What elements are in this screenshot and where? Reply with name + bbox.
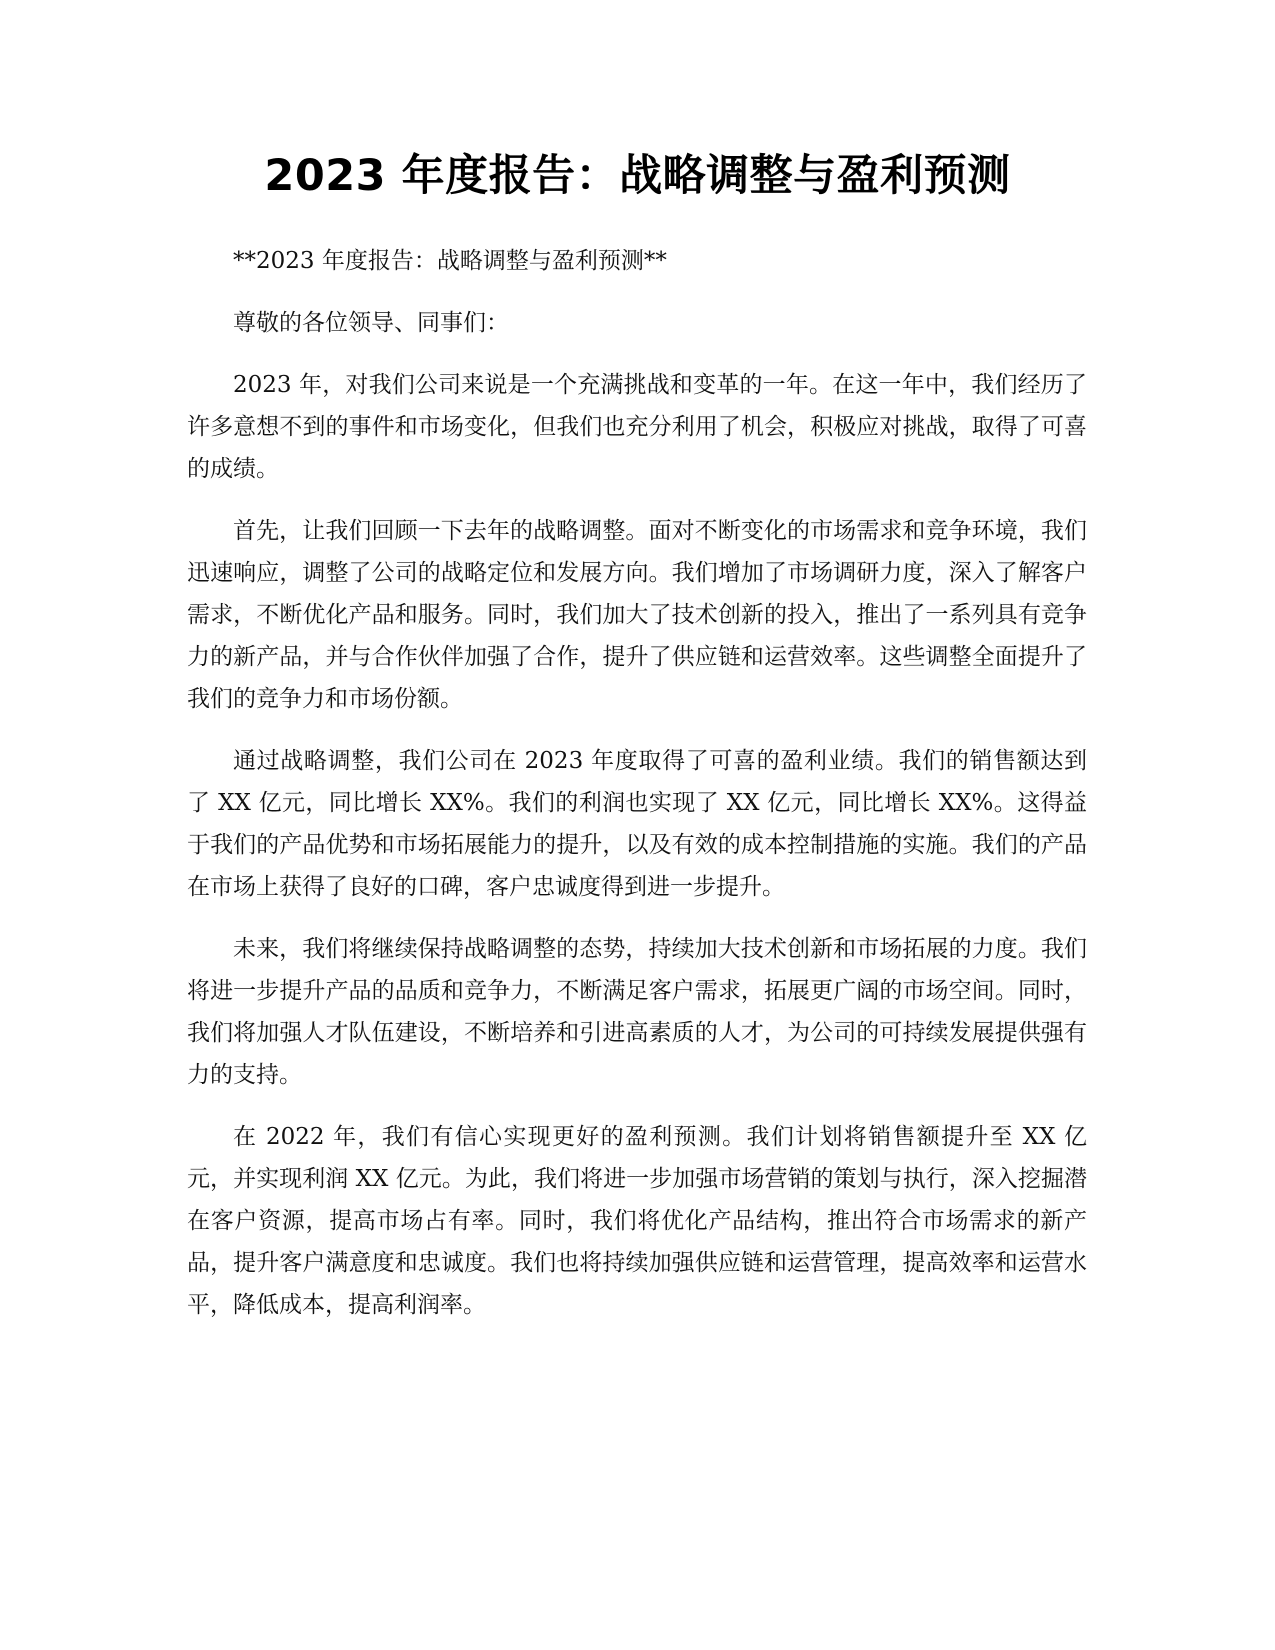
profit-forecast-paragraph: 在 2022 年，我们有信心实现更好的盈利预测。我们计划将销售额提升至 XX 亿元，并实现利润 XX 亿元。为此，我们将进一步加强市场营销的策划与执行，深入挖掘潜在客户资源，提高市场占有率。同时，我们将优化产品结构，推出符合市场需求的新产品，提升客户满意度和忠诚度。我们也将持续加强供应链和运营管理，提高效率和运营水平，降低成本，提高利润率。 xyxy=(187,1124,1087,1318)
heading-paragraph: **2023 年度报告：战略调整与盈利预测** xyxy=(233,248,667,274)
intro-paragraph: 2023 年，对我们公司来说是一个充满挑战和变革的一年。在这一年中，我们经历了许多意想不到的事件和市场变化，但我们也充分利用了机会，积极应对挑战，取得了可喜的成绩。 xyxy=(187,372,1087,482)
document-body xyxy=(187,240,1087,1346)
future-plan-paragraph: 未来，我们将继续保持战略调整的态势，持续加大技术创新和市场拓展的力度。我们将进一步提升产品的品质和竞争力，不断满足客户需求，拓展更广阔的市场空间。同时，我们将加强人才队伍建设，不断培养和引进高素质的人才，为公司的可持续发展提供强有力的支持。 xyxy=(187,936,1087,1088)
salutation-paragraph: 尊敬的各位领导、同事们： xyxy=(233,310,509,336)
strategy-review-paragraph: 首先，让我们回顾一下去年的战略调整。面对不断变化的市场需求和竞争环境，我们迅速响应，调整了公司的战略定位和发展方向。我们增加了市场调研力度，深入了解客户需求，不断优化产品和服务。同时，我们加大了技术创新的投入，推出了一系列具有竞争力的新产品，并与合作伙伴加强了合作，提升了供应链和运营效率。这些调整全面提升了我们的竞争力和市场份额。 xyxy=(187,518,1087,712)
profit-results-paragraph: 通过战略调整，我们公司在 2023 年度取得了可喜的盈利业绩。我们的销售额达到了 XX 亿元，同比增长 XX%。我们的利润也实现了 XX 亿元，同比增长 XX%。这得益于我们的产品优势和市场拓展能力的提升，以及有效的成本控制措施的实施。我们的产品在市场上获得了良好的口碑，客户忠诚度得到进一步提升。 xyxy=(187,748,1087,900)
document-title: 2023 年度报告：战略调整与盈利预测 xyxy=(264,151,1011,201)
